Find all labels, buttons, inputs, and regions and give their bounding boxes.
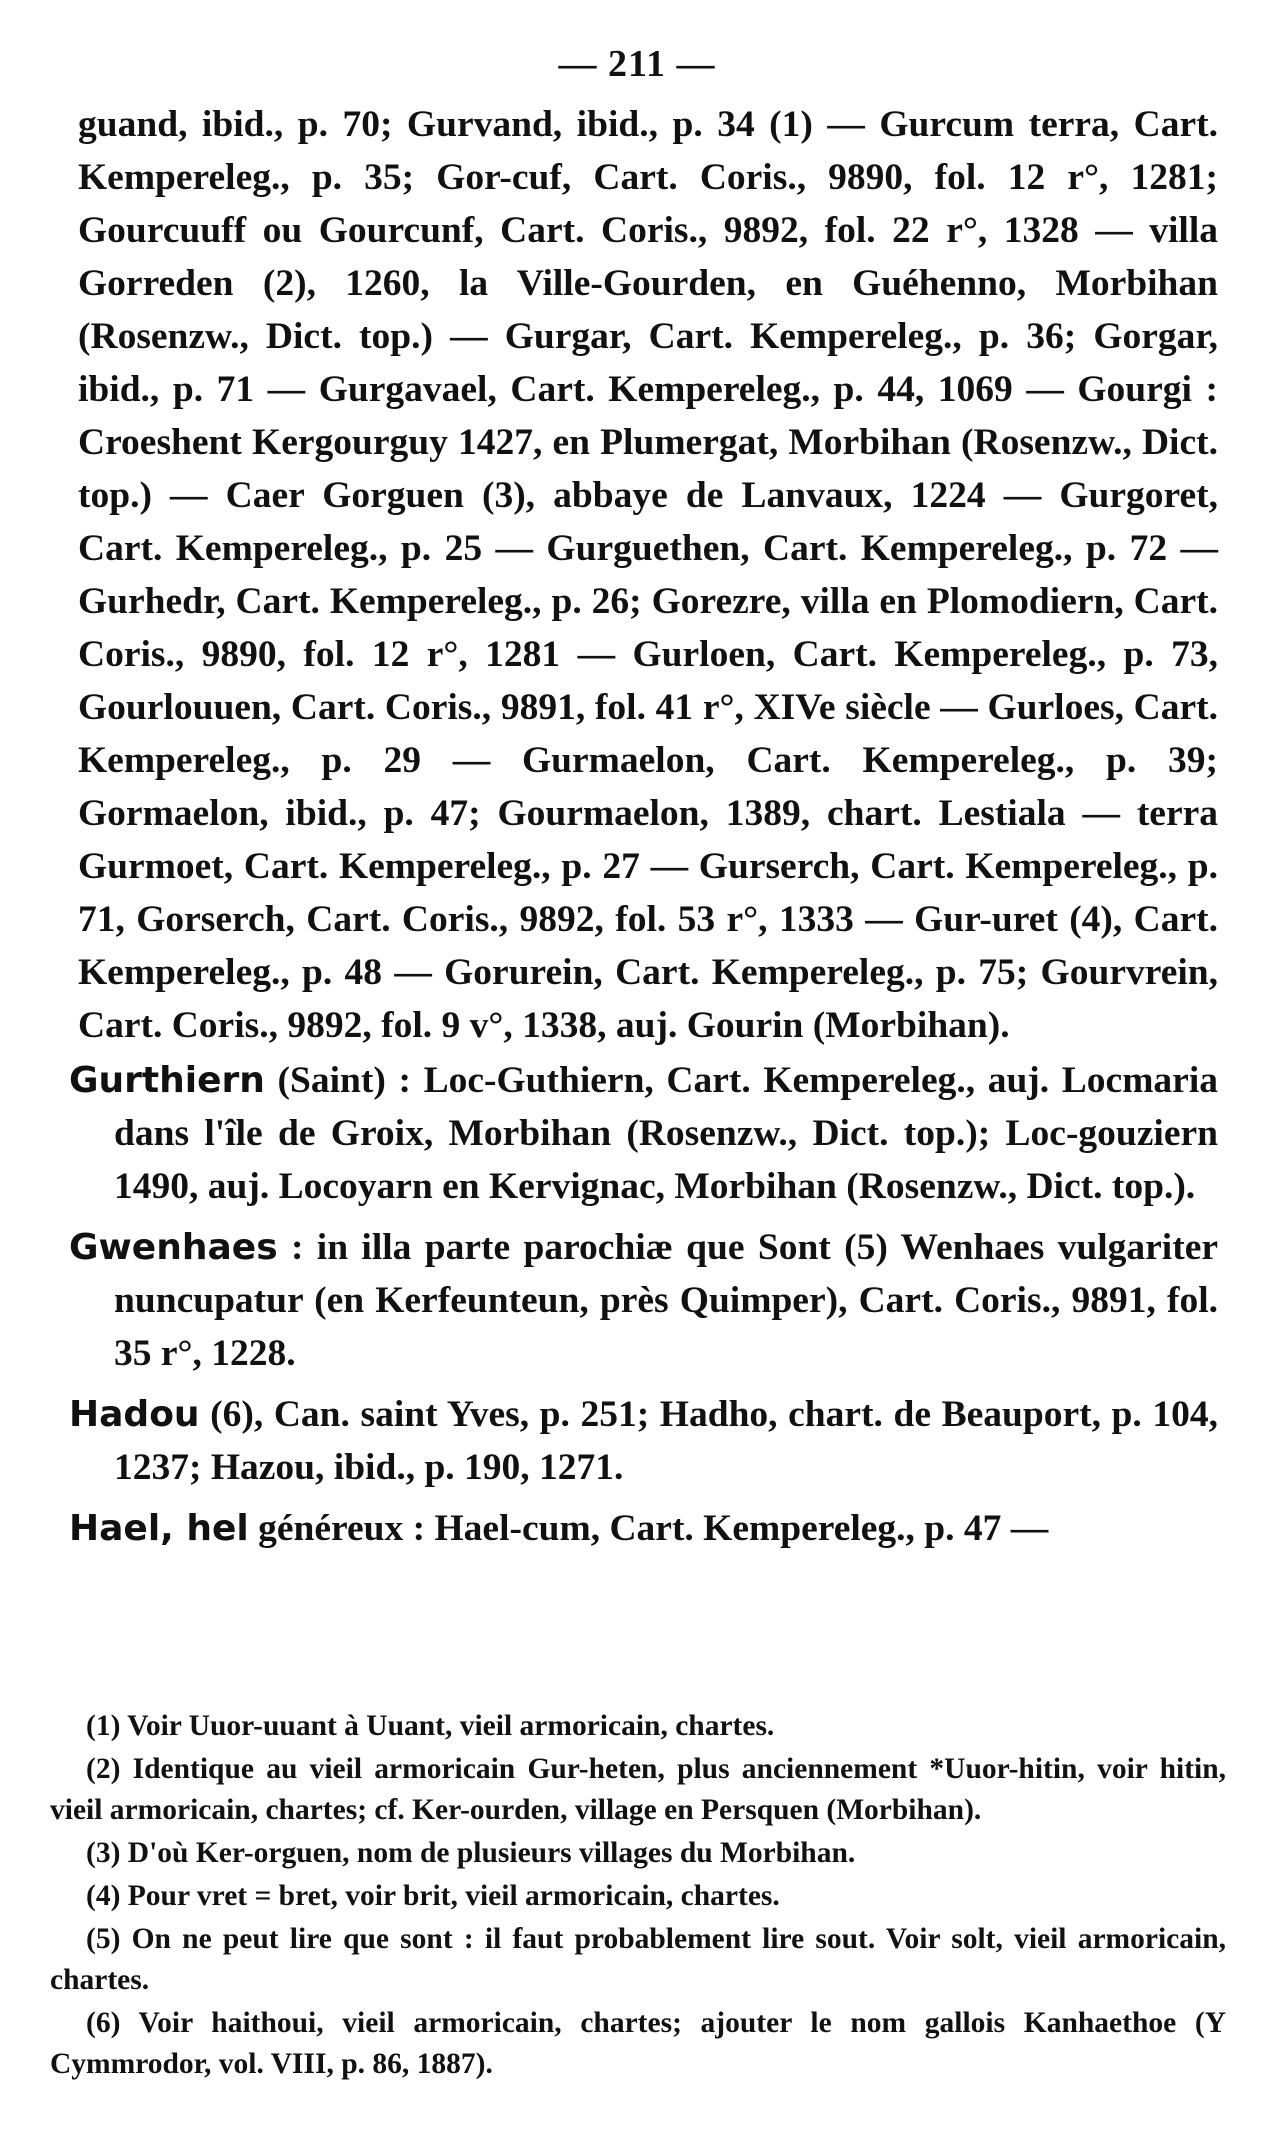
main-text [69,98,1218,1555]
footnote-1: (1) Voir Uuor-uuant à Uuant, vieil armoricain, chartes. [86,1710,775,1742]
footnote-2: (2) Identique au vieil armoricain Gur-heten, plus anciennement *Uuor-hitin, voir hitin, vieil armoricain, chartes; cf. Ker-ourden, village en Persquen (Morbihan). [50,1753,1226,1826]
footnote-4: (4) Pour vret = bret, voir brit, vieil armoricain, chartes. [86,1880,780,1912]
footnote-5: (5) On ne peut lire que sont : il faut probablement lire sout. Voir solt, vieil armoricain, chartes. [50,1923,1226,1996]
footnote-3: (3) D'où Ker-orguen, nom de plusieurs villages du Morbihan. [86,1837,856,1869]
entry-text: (6), Can. saint Yves, p. 251; Hadho, chart. de Beauport, p. 104, 1237; Hazou, ibid., p. 190, 1271. [114,1394,1218,1488]
entry-headword: Gwenhaes [69,1227,278,1268]
entry-headword: Hadou [69,1394,200,1435]
footnote-6: (6) Voir haithoui, vieil armoricain, chartes; ajouter le nom gallois Kanhaethoe (Y Cymmrodor, vol. VIII, p. 86, 1887). [50,2007,1226,2080]
entry-text: : in illa parte parochiæ que Sont (5) Wenhaes vulgariter nuncupatur (en Kerfeunteun, près Quimper), Cart. Coris., 9891, fol. 35 r°, 1228. [114,1227,1218,1374]
footnotes [50,1706,1226,2087]
entry-headword: Gurthiern [69,1060,265,1101]
continued-paragraph: guand, ibid., p. 70; Gurvand, ibid., p. 34 (1) — Gurcum terra, Cart. Kempereleg., p. 35; Gor-cuf, Cart. Coris., 9890, fol. 12 r°, 1281; Gourcuuff ou Gourcunf, Cart. Coris., 9892, fol. 22 r°, 1328 — villa Gorreden (2), 1260, la Ville-Gourden, en Guéhenno, Morbihan (Rosenzw., Dict. top.) — Gurgar, Cart. Kempereleg., p. 36; Gorgar, ibid., p. 71 — Gurgavael, Cart. Kempereleg., p. 44, 1069 — Gourgi : Croeshent Kergourguy 1427, en Plumergat, Morbihan (Rosenzw., Dict. top.) — Caer Gorguen (3), abbaye de Lanvaux, 1224 — Gurgoret, Cart. Kempereleg., p. 25 — Gurguethen, Cart. Kempereleg., p. 72 — Gurhedr, Cart. Kempereleg., p. 26; Gorezre, villa en Plomodiern, Cart. Coris., 9890, fol. 12 r°, 1281 — Gurloen, Cart. Kempereleg., p. 73, Gourlouuen, Cart. Coris., 9891, fol. 41 r°, XIVe siècle — Gurloes, Cart. Kempereleg., p. 29 — Gurmaelon, Cart. Kempereleg., p. 39; Gormaelon, ibid., p. 47; Gourmaelon, 1389, chart. Lestiala — terra Gurmoet, Cart. Kempereleg., p. 27 — Gurserch, Cart. Kempereleg., p. 71, Gorserch, Cart. Coris., 9892, fol. 53 r°, 1333 — Gur-uret (4), Cart. Kempereleg., p. 48 — Gorurein, Cart. Kempereleg., p. 75; Gourvrein, Cart. Coris., 9892, fol. 9 v°, 1338, auj. Gourin (Morbihan). [78,104,1218,1046]
entry-headword: Hael, hel [69,1508,249,1549]
page-number: — 211 — [558,43,716,85]
entry-text: généreux : Hael-cum, Cart. Kempereleg., p. 47 — [248,1508,1049,1549]
entry-gwenhaes [69,1221,1218,1380]
entry-hael [69,1502,1218,1555]
entry-text: (Saint) : Loc-Guthiern, Cart. Kempereleg., auj. Locmaria dans l'île de Groix, Morbihan (Rosenzw., Dict. top.); Loc-gouziern 1490, auj. Locoyarn en Kervignac, Morbihan (Rosenzw., Dict. top.). [114,1060,1218,1207]
entry-hadou [69,1388,1218,1494]
entry-gurthiern [69,1054,1218,1213]
